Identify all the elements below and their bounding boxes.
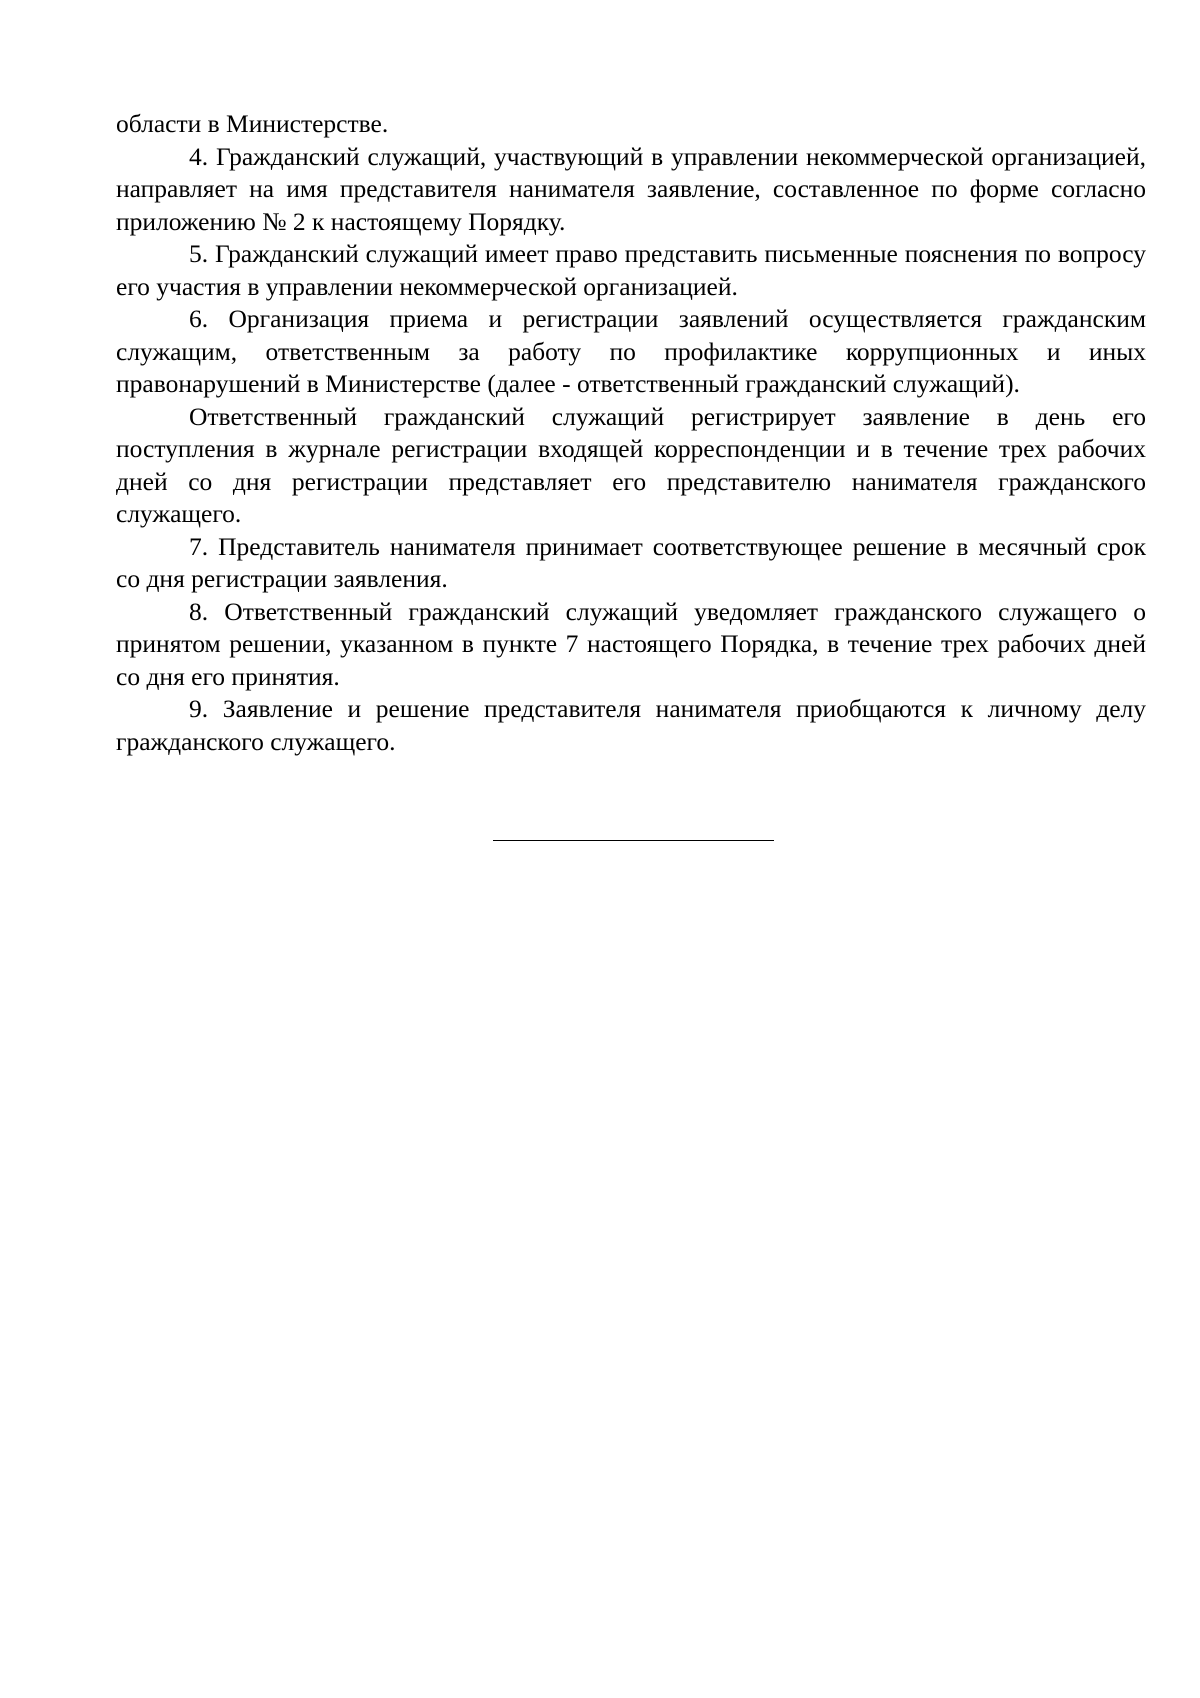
paragraph-item-7: 7. Представитель нанимателя принимает соответствующее решение в месячный срок со дня регистрации заявления. <box>116 531 1146 593</box>
paragraph-item-5: 5. Гражданский служащий имеет право представить письменные пояснения по вопросу его участия в управлении некоммерческой организацией. <box>116 239 1146 301</box>
paragraph-item-9: 9. Заявление и решение представителя нанимателя приобщаются к личному делу гражданского служащего. <box>116 694 1146 756</box>
paragraph-continuation: области в Министерстве. <box>116 109 389 138</box>
paragraph-item-6: 6. Организация приема и регистрации заявлений осуществляется гражданским служащим, ответственным за работу по профилактике коррупционных и иных правонарушений в Министерстве (далее - ответственный гражданский служащий). <box>116 304 1146 398</box>
paragraph-item-6-registration: Ответственный гражданский служащий регистрирует заявление в день его поступления в журнале регистрации входящей корреспонденции и в течение трех рабочих дней со дня регистрации представляет его представителю нанимателя гражданского служащего. <box>116 401 1146 528</box>
paragraph-item-4: 4. Гражданский служащий, участвующий в управлении некоммерческой организацией, направляет на имя представителя нанимателя заявление, составленное по форме согласно приложению № 2 к настоящему Порядку. <box>116 141 1146 236</box>
document-body <box>116 108 1146 758</box>
end-of-document-rule <box>493 840 774 841</box>
paragraph-item-8: 8. Ответственный гражданский служащий уведомляет гражданского служащего о принятом решении, указанном в пункте 7 настоящего Порядка, в течение трех рабочих дней со дня его принятия. <box>116 596 1146 691</box>
